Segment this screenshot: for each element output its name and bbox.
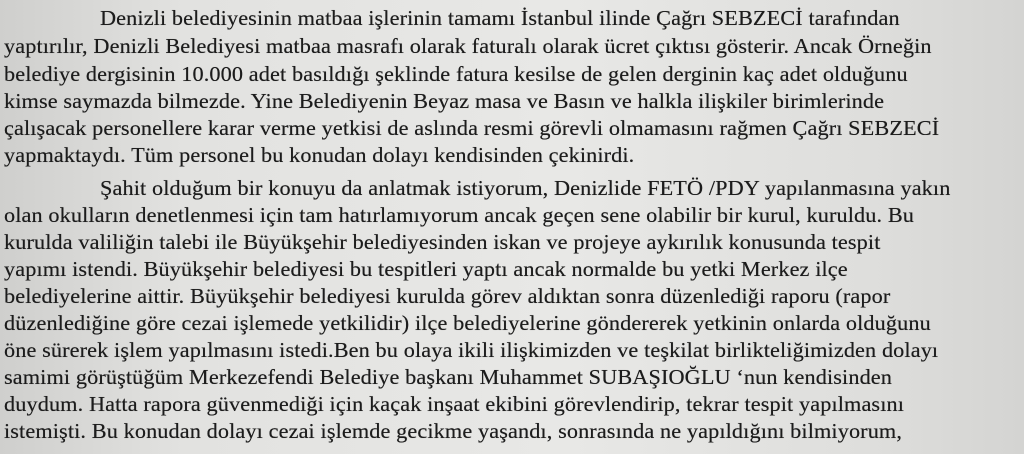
text-line-5: çalışacak personellere karar verme yetkisi de aslında resmi görevli olmamasını rağmen Çağrı SEBZECİ: [4, 116, 940, 140]
text-line-9: kurulda valiliğin talebi ile Büyükşehir belediyesinden iskan ve projeye aykırılık konusunda tespit: [4, 230, 881, 254]
text-line-2: yaptırılır, Denizli Belediyesi matbaa masrafı olarak faturalı olarak ücret çıktısı gösterir. Ancak Örneğin: [4, 34, 932, 58]
text-line-14: samimi görüştüğüm Merkezefendi Belediye başkanı Muhammet SUBAŞIOĞLU ‘nun kendisinden: [4, 365, 893, 389]
text-line-1: Denizli belediyesinin matbaa işlerinin tamamı İstanbul ilinde Çağrı SEBZECİ tarafından: [100, 6, 900, 30]
text-line-10: yapımı istendi. Büyükşehir belediyesi bu tespitleri yaptı ancak normalde bu yetki Merkez ilçe: [4, 257, 848, 281]
text-line-3: belediye dergisinin 10.000 adet basıldığı şeklinde fatura kesilse de gelen derginin kaç adet olduğunu: [4, 62, 908, 86]
text-line-16: istemişti. Bu konudan dolayı cezai işlemde gecikme yaşandı, sonrasında ne yapıldığını bilmiyorum,: [4, 419, 903, 443]
text-line-4: kimse saymazda bilmezde. Yine Belediyenin Beyaz masa ve Basın ve halkla ilişkiler birimlerinde: [4, 89, 885, 113]
text-line-11: belediyelerine aittir. Büyükşehir belediyesi kurulda görev aldıktan sonra düzenlediği raporu (rapor: [4, 284, 891, 308]
text-line-13: öne sürerek işlem yapılmasını istedi.Ben bu olaya ikili ilişkimizden ve teşkilat birlikteliğimizden dolayı: [4, 338, 939, 362]
text-line-12: düzenlediğine göre cezai işlemede yetkilidir) ilçe belediyelerine göndererek yetkinin onlarda olduğunu: [4, 311, 931, 335]
text-line-8: olan okulların denetlenmesi için tam hatırlamıyorum ancak geçen sene olabilir bir kurul, kuruldu. Bu: [4, 203, 915, 227]
text-line-6: yapmaktaydı. Tüm personel bu konudan dolayı kendisinden çekinirdi.: [4, 143, 635, 167]
text-line-7: Şahit olduğum bir konuyu da anlatmak istiyorum, Denizlide FETÖ /PDY yapılanmasına yakın: [100, 176, 951, 200]
text-line-15: duydum. Hatta rapora güvenmediği için kaçak inşaat ekibini görevlendirip, tekrar tespit yapılmasını: [4, 392, 905, 416]
